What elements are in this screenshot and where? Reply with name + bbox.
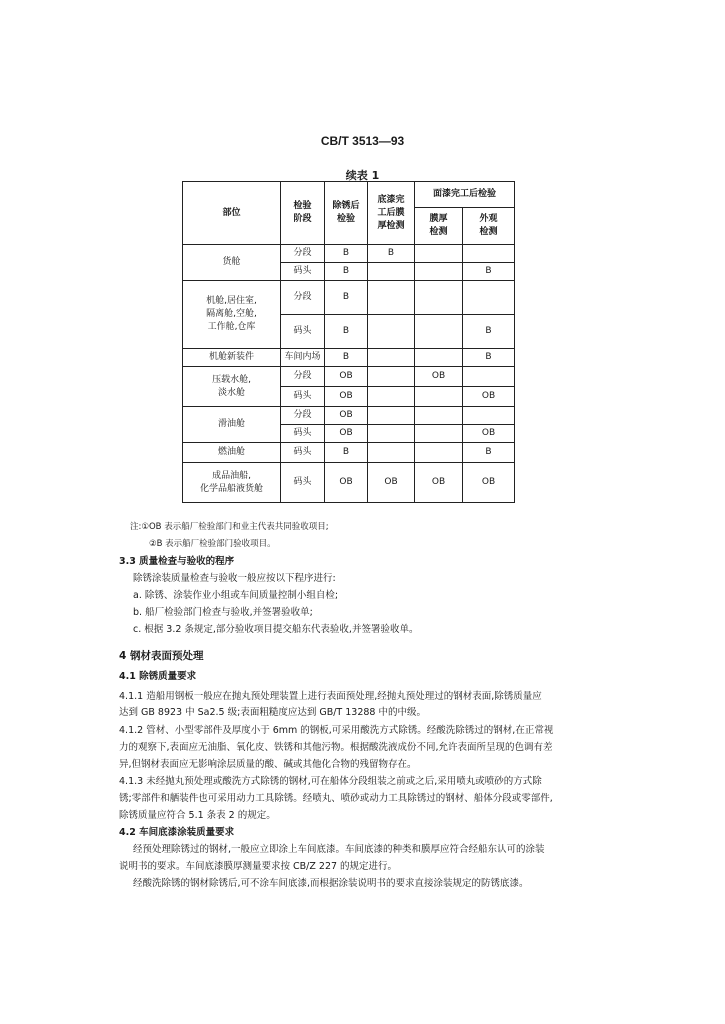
- table-row: [183, 367, 515, 387]
- after-cell: OB: [325, 387, 368, 407]
- appearance-cell: B: [463, 349, 515, 367]
- primer-cell: [368, 281, 415, 315]
- stage-cell: 分段: [281, 367, 325, 387]
- primer-cell: [368, 349, 415, 367]
- part-cell: 燃油舱: [183, 443, 281, 463]
- part-cell: 成品油船, 化学品船液货舱: [183, 463, 281, 503]
- section-4-2-heading: 4.2 车间底漆涂装质量要求: [119, 827, 235, 838]
- stage-cell: 码头: [281, 387, 325, 407]
- header-appearance: 外观 检测: [463, 208, 515, 245]
- note-2: ②B 表示船厂检验部门验收项目。: [149, 539, 276, 549]
- para-4-1-2-line3: 异,但钢材表面应无影响涂层质量的酸、碱或其他化合物的残留物存在。: [119, 759, 417, 770]
- table-row: [183, 463, 515, 503]
- after-cell: B: [325, 245, 368, 263]
- part-cell: 压载水舱, 淡水舱: [183, 367, 281, 407]
- appearance-cell: [463, 407, 515, 425]
- primer-cell: [368, 407, 415, 425]
- header-finish-group: 面漆完工后检验: [415, 182, 515, 208]
- procedure-a: a. 除锈、涂装作业小组或车间质量控制小组自检;: [133, 590, 339, 601]
- table-title: 续表 1: [345, 169, 380, 182]
- after-cell: OB: [325, 425, 368, 443]
- header-primer-thickness: 底漆完 工后膜 厚检测: [368, 182, 415, 245]
- film-cell: [415, 425, 463, 443]
- stage-cell: 分段: [281, 407, 325, 425]
- table-row: [183, 281, 515, 315]
- standard-code: CB/T 3513—93: [320, 134, 405, 148]
- primer-cell: [368, 263, 415, 281]
- primer-cell: [368, 443, 415, 463]
- header-part: 部位: [183, 182, 281, 245]
- film-cell: [415, 349, 463, 367]
- para-4-1-1-line2: 达到 GB 8923 中 Sa2.5 级;表面粗糙度应达到 GB/T 13288 中的中级。: [119, 707, 426, 718]
- part-cell: 滑油舱: [183, 407, 281, 443]
- part-cell: 机舱,居住室, 隔离舱,空舱, 工作舱,仓库: [183, 281, 281, 349]
- table-row: [183, 407, 515, 425]
- header-after-rust: 除锈后 检验: [325, 182, 368, 245]
- primer-cell: [368, 367, 415, 387]
- film-cell: [415, 281, 463, 315]
- stage-cell: 分段: [281, 281, 325, 315]
- appearance-cell: B: [463, 315, 515, 349]
- after-cell: OB: [325, 407, 368, 425]
- para-4-1-1-line1: 4.1.1 造船用钢板一般应在抛丸预处理装置上进行表面预处理,经抛丸预处理过的钢材表面,除锈质量应: [119, 691, 542, 702]
- section-3-3-heading: 3.3 质量检查与验收的程序: [119, 556, 235, 567]
- after-cell: B: [325, 263, 368, 281]
- after-cell: B: [325, 349, 368, 367]
- section-4-1-heading: 4.1 除锈质量要求: [119, 671, 197, 682]
- procedure-b: b. 船厂检验部门检查与验收,并签署验收单;: [133, 607, 313, 618]
- film-cell: [415, 315, 463, 349]
- appearance-cell: OB: [463, 387, 515, 407]
- after-cell: OB: [325, 463, 368, 503]
- table-row: [183, 443, 515, 463]
- section-4-heading: 4 钢材表面预处理: [119, 650, 204, 662]
- stage-cell: 码头: [281, 263, 325, 281]
- stage-cell: 分段: [281, 245, 325, 263]
- stage-cell: 码头: [281, 443, 325, 463]
- film-cell: [415, 387, 463, 407]
- section-3-3-intro: 除锈涂装质量检查与验收一般应按以下程序进行:: [133, 573, 336, 584]
- para-4-1-3-line3: 除锈质量应符合 5.1 条表 2 的规定。: [119, 810, 276, 821]
- part-cell: 货舱: [183, 245, 281, 281]
- appearance-cell: [463, 281, 515, 315]
- para-4-1-3-line2: 锈;零部件和舾装件也可采用动力工具除锈。经喷丸、喷砂或动力工具除锈过的钢材、船体分段或零部件,: [119, 793, 553, 804]
- primer-cell: OB: [368, 463, 415, 503]
- primer-cell: [368, 425, 415, 443]
- primer-cell: B: [368, 245, 415, 263]
- primer-cell: [368, 315, 415, 349]
- appearance-cell: B: [463, 443, 515, 463]
- appearance-cell: [463, 367, 515, 387]
- table-row: [183, 349, 515, 367]
- header-film-thickness: 膜厚 检测: [415, 208, 463, 245]
- para-4-1-3-line1: 4.1.3 未经抛丸预处理或酸洗方式除锈的钢材,可在船体分段组装之前或之后,采用喷丸或喷砂的方式除: [119, 776, 542, 787]
- film-cell: OB: [415, 367, 463, 387]
- appearance-cell: B: [463, 263, 515, 281]
- after-cell: OB: [325, 367, 368, 387]
- film-cell: [415, 263, 463, 281]
- part-cell: 机舱新装件: [183, 349, 281, 367]
- film-cell: OB: [415, 463, 463, 503]
- stage-cell: 码头: [281, 425, 325, 443]
- stage-cell: 车间内场: [281, 349, 325, 367]
- appearance-cell: OB: [463, 425, 515, 443]
- header-stage: 检验 阶段: [281, 182, 325, 245]
- after-cell: B: [325, 281, 368, 315]
- stage-cell: 码头: [281, 315, 325, 349]
- para-4-2-1-line1: 经预处理除锈过的钢材,一般应立即涂上车间底漆。车间底漆的种类和膜厚应符合经船东认可的涂装: [133, 844, 545, 855]
- after-cell: B: [325, 315, 368, 349]
- appearance-cell: OB: [463, 463, 515, 503]
- para-4-1-2-line1: 4.1.2 管材、小型零部件及厚度小于 6mm 的钢板,可采用酸洗方式除锈。经酸洗除锈过的钢材,在正常视: [119, 725, 554, 736]
- film-cell: [415, 407, 463, 425]
- appearance-cell: [463, 245, 515, 263]
- para-4-1-2-line2: 力的观察下,表面应无油脂、氧化皮、铁锈和其他污物。根据酸洗液成份不同,允许表面所呈现的色调有差: [119, 742, 553, 753]
- film-cell: [415, 245, 463, 263]
- inspection-table: [182, 181, 515, 503]
- table-row: [183, 245, 515, 263]
- para-4-2-1-line2: 说明书的要求。车间底漆膜厚测量要求按 CB/Z 227 的规定进行。: [119, 861, 398, 872]
- procedure-c: c. 根据 3.2 条规定,部分验收项目提交船东代表验收,并签署验收单。: [133, 624, 419, 635]
- after-cell: B: [325, 443, 368, 463]
- stage-cell: 码头: [281, 463, 325, 503]
- note-1: 注:①OB 表示船厂检验部门和业主代表共同验收项目;: [130, 522, 329, 532]
- para-4-2-2: 经酸洗除锈的钢材除锈后,可不涂车间底漆,而根据涂装说明书的要求直接涂装规定的防锈底漆。: [133, 878, 529, 889]
- film-cell: [415, 443, 463, 463]
- primer-cell: [368, 387, 415, 407]
